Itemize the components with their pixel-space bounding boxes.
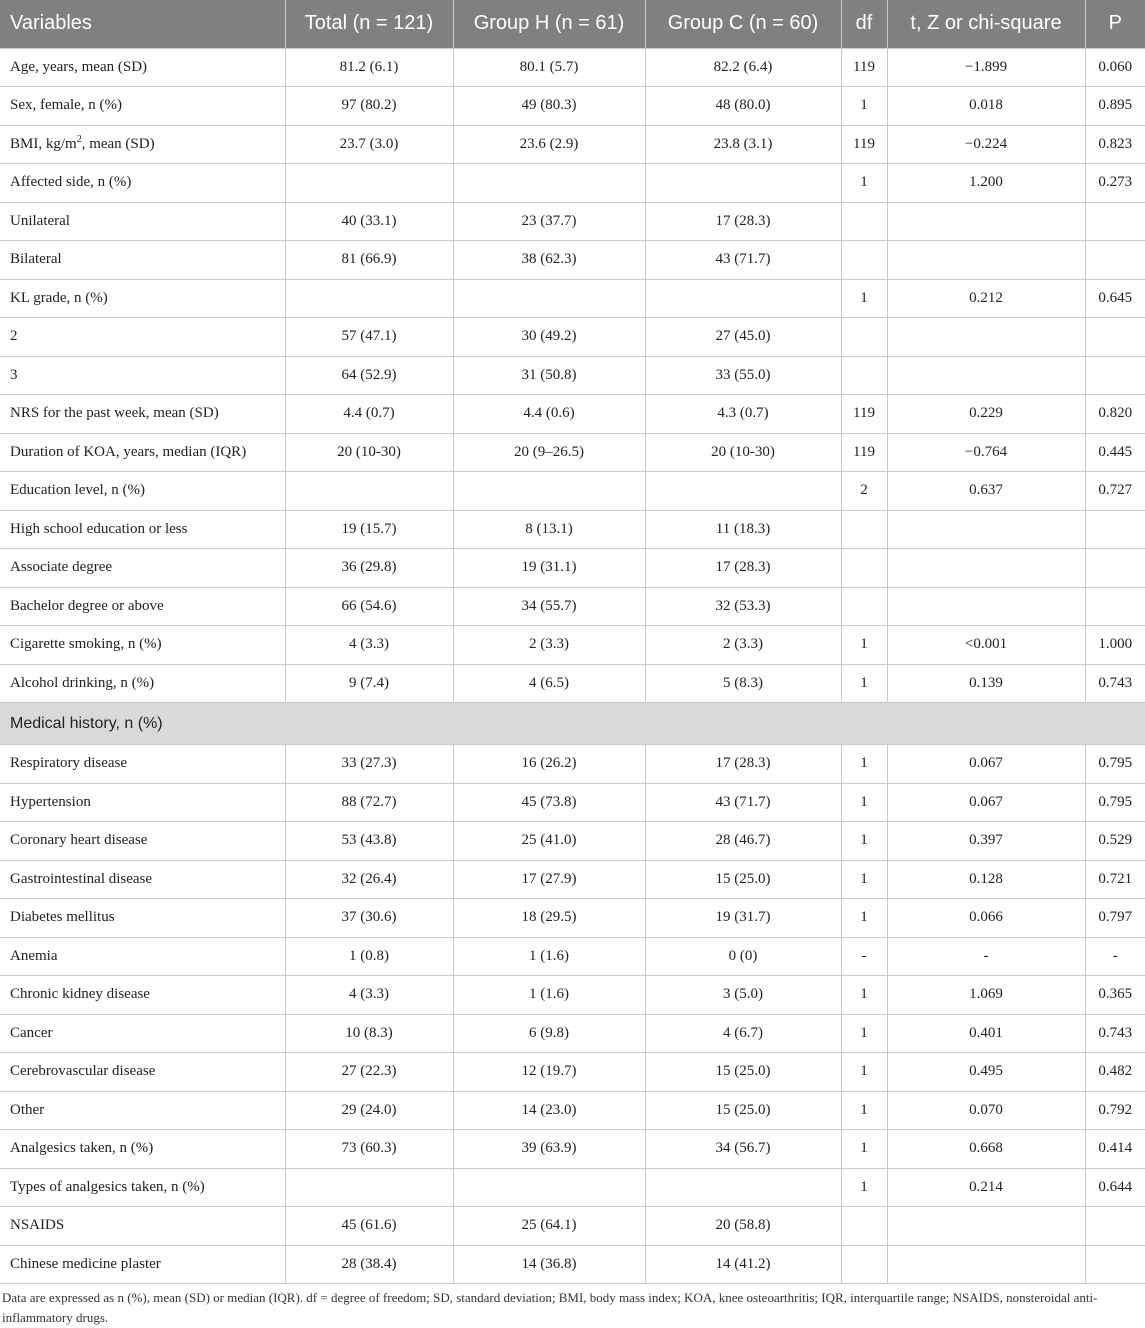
cell-total: 29 (24.0) <box>285 1091 453 1130</box>
cell-statistic: 0.067 <box>887 745 1085 784</box>
cell-total <box>285 279 453 318</box>
cell-group-c: 17 (28.3) <box>645 202 841 241</box>
cell-total: 28 (38.4) <box>285 1245 453 1284</box>
cell-total: 27 (22.3) <box>285 1053 453 1092</box>
cell-statistic: 0.212 <box>887 279 1085 318</box>
cell-total: 32 (26.4) <box>285 860 453 899</box>
cell-df <box>841 318 887 357</box>
cell-total: 37 (30.6) <box>285 899 453 938</box>
cell-statistic: 0.397 <box>887 822 1085 861</box>
table-row <box>0 1091 1145 1130</box>
cell-group-c: 0 (0) <box>645 937 841 976</box>
cell-p <box>1085 318 1145 357</box>
cell-p: 0.365 <box>1085 976 1145 1015</box>
cell-total <box>285 1168 453 1207</box>
cell-df: 1 <box>841 899 887 938</box>
cell-df <box>841 1245 887 1284</box>
cell-group-h: 19 (31.1) <box>453 549 645 588</box>
cell-group-c: 15 (25.0) <box>645 1053 841 1092</box>
cell-group-c: 34 (56.7) <box>645 1130 841 1169</box>
cell-group-h: 1 (1.6) <box>453 976 645 1015</box>
cell-group-h: 25 (64.1) <box>453 1207 645 1246</box>
cell-variable: Respiratory disease <box>0 745 285 784</box>
cell-group-c: 20 (10-30) <box>645 433 841 472</box>
cell-statistic: 0.128 <box>887 860 1085 899</box>
cell-df: 1 <box>841 279 887 318</box>
cell-group-h <box>453 1168 645 1207</box>
cell-statistic: −1.899 <box>887 48 1085 87</box>
cell-group-c: 17 (28.3) <box>645 745 841 784</box>
cell-statistic <box>887 318 1085 357</box>
cell-group-h: 1 (1.6) <box>453 937 645 976</box>
cell-variable: Age, years, mean (SD) <box>0 48 285 87</box>
cell-variable: Hypertension <box>0 783 285 822</box>
cell-p: 0.645 <box>1085 279 1145 318</box>
cell-group-h: 17 (27.9) <box>453 860 645 899</box>
table-footnote: Data are expressed as n (%), mean (SD) or median (IQR). df = degree of freedom; SD, standard deviation; BMI, body mass index; KOA, knee osteoarthritis; IQR, interquartile range; NSAIDS, nonsteroidal anti-inflammatory drugs. <box>2 1290 1098 1325</box>
cell-p <box>1085 202 1145 241</box>
cell-group-h: 4.4 (0.6) <box>453 395 645 434</box>
cell-statistic: 0.067 <box>887 783 1085 822</box>
cell-group-h <box>453 279 645 318</box>
cell-variable: Anemia <box>0 937 285 976</box>
cell-p <box>1085 587 1145 626</box>
cell-statistic <box>887 202 1085 241</box>
table-row <box>0 745 1145 784</box>
cell-p: 0.414 <box>1085 1130 1145 1169</box>
cell-total: 4 (3.3) <box>285 626 453 665</box>
table-row <box>0 433 1145 472</box>
table-body <box>0 48 1145 1284</box>
cell-statistic: 0.066 <box>887 899 1085 938</box>
cell-total <box>285 164 453 203</box>
cell-total: 53 (43.8) <box>285 822 453 861</box>
cell-statistic: 0.214 <box>887 1168 1085 1207</box>
section-row-medical-history <box>0 703 1145 745</box>
cell-df <box>841 587 887 626</box>
cell-statistic: 0.229 <box>887 395 1085 434</box>
cell-total: 33 (27.3) <box>285 745 453 784</box>
table-row <box>0 783 1145 822</box>
cell-group-c: 28 (46.7) <box>645 822 841 861</box>
cell-variable: NRS for the past week, mean (SD) <box>0 395 285 434</box>
cell-variable: Affected side, n (%) <box>0 164 285 203</box>
table-row <box>0 976 1145 1015</box>
header-group-c: Group C (n = 60) <box>645 0 841 48</box>
cell-df: 1 <box>841 860 887 899</box>
table-row <box>0 822 1145 861</box>
cell-df: 1 <box>841 976 887 1015</box>
table-row <box>0 279 1145 318</box>
cell-total: 23.7 (3.0) <box>285 125 453 164</box>
table-row <box>0 664 1145 703</box>
cell-statistic: 0.139 <box>887 664 1085 703</box>
cell-df: 1 <box>841 164 887 203</box>
bmi-superscript: 2 <box>76 133 82 145</box>
cell-df: 1 <box>841 745 887 784</box>
table-row <box>0 87 1145 126</box>
cell-variable: Analgesics taken, n (%) <box>0 1130 285 1169</box>
cell-df <box>841 1207 887 1246</box>
cell-group-c: 23.8 (3.1) <box>645 125 841 164</box>
cell-p: - <box>1085 937 1145 976</box>
cell-total: 73 (60.3) <box>285 1130 453 1169</box>
cell-total: 81 (66.9) <box>285 241 453 280</box>
cell-statistic <box>887 241 1085 280</box>
cell-total: 45 (61.6) <box>285 1207 453 1246</box>
table-row <box>0 626 1145 665</box>
cell-total: 81.2 (6.1) <box>285 48 453 87</box>
cell-total: 1 (0.8) <box>285 937 453 976</box>
cell-df: 1 <box>841 1014 887 1053</box>
cell-statistic: - <box>887 937 1085 976</box>
header-variables: Variables <box>0 0 285 48</box>
cell-variable: 3 <box>0 356 285 395</box>
cell-total: 88 (72.7) <box>285 783 453 822</box>
cell-variable: Duration of KOA, years, median (IQR) <box>0 433 285 472</box>
cell-p: 0.273 <box>1085 164 1145 203</box>
cell-p: 0.820 <box>1085 395 1145 434</box>
cell-variable: KL grade, n (%) <box>0 279 285 318</box>
table-row <box>0 48 1145 87</box>
cell-total: 20 (10-30) <box>285 433 453 472</box>
cell-p <box>1085 1207 1145 1246</box>
cell-group-c: 15 (25.0) <box>645 860 841 899</box>
cell-group-c: 20 (58.8) <box>645 1207 841 1246</box>
cell-total: 97 (80.2) <box>285 87 453 126</box>
cell-df: 1 <box>841 626 887 665</box>
cell-p: 0.743 <box>1085 664 1145 703</box>
cell-group-c: 11 (18.3) <box>645 510 841 549</box>
table-row <box>0 1168 1145 1207</box>
cell-variable: Associate degree <box>0 549 285 588</box>
cell-statistic <box>887 1245 1085 1284</box>
cell-statistic: <0.001 <box>887 626 1085 665</box>
cell-group-c: 27 (45.0) <box>645 318 841 357</box>
cell-group-h: 23 (37.7) <box>453 202 645 241</box>
cell-p: 0.743 <box>1085 1014 1145 1053</box>
cell-group-c: 82.2 (6.4) <box>645 48 841 87</box>
cell-group-h: 20 (9–26.5) <box>453 433 645 472</box>
cell-p: 0.797 <box>1085 899 1145 938</box>
cell-df: 1 <box>841 1168 887 1207</box>
cell-group-h: 12 (19.7) <box>453 1053 645 1092</box>
table-row <box>0 937 1145 976</box>
header-total: Total (n = 121) <box>285 0 453 48</box>
cell-variable: Bachelor degree or above <box>0 587 285 626</box>
cell-group-c: 15 (25.0) <box>645 1091 841 1130</box>
table-header <box>0 0 1145 48</box>
cell-group-h: 31 (50.8) <box>453 356 645 395</box>
table-row <box>0 318 1145 357</box>
cell-df <box>841 356 887 395</box>
cell-total <box>285 472 453 511</box>
cell-variable: 2 <box>0 318 285 357</box>
table-row <box>0 1014 1145 1053</box>
cell-variable: Chronic kidney disease <box>0 976 285 1015</box>
cell-p: 0.795 <box>1085 783 1145 822</box>
cell-statistic: 0.637 <box>887 472 1085 511</box>
cell-p: 0.895 <box>1085 87 1145 126</box>
cell-p: 0.529 <box>1085 822 1145 861</box>
cell-df: 119 <box>841 395 887 434</box>
header-row <box>0 0 1145 48</box>
cell-p <box>1085 510 1145 549</box>
cell-group-c: 17 (28.3) <box>645 549 841 588</box>
cell-group-c: 19 (31.7) <box>645 899 841 938</box>
cell-group-c: 32 (53.3) <box>645 587 841 626</box>
table-row <box>0 164 1145 203</box>
cell-variable: Education level, n (%) <box>0 472 285 511</box>
cell-group-h: 14 (36.8) <box>453 1245 645 1284</box>
cell-statistic: 0.668 <box>887 1130 1085 1169</box>
cell-group-h: 30 (49.2) <box>453 318 645 357</box>
cell-variable: NSAIDS <box>0 1207 285 1246</box>
cell-group-h: 4 (6.5) <box>453 664 645 703</box>
cell-variable: Cigarette smoking, n (%) <box>0 626 285 665</box>
cell-p: 1.000 <box>1085 626 1145 665</box>
cell-variable: Chinese medicine plaster <box>0 1245 285 1284</box>
header-df: df <box>841 0 887 48</box>
header-p: P <box>1108 12 1122 35</box>
cell-df <box>841 549 887 588</box>
cell-variable: Sex, female, n (%) <box>0 87 285 126</box>
cell-variable: Coronary heart disease <box>0 822 285 861</box>
cell-statistic <box>887 549 1085 588</box>
table-row <box>0 241 1145 280</box>
cell-df <box>841 241 887 280</box>
cell-group-c <box>645 164 841 203</box>
cell-statistic <box>887 1207 1085 1246</box>
cell-df: 1 <box>841 822 887 861</box>
cell-group-h: 23.6 (2.9) <box>453 125 645 164</box>
table-row <box>0 1207 1145 1246</box>
cell-group-h: 16 (26.2) <box>453 745 645 784</box>
cell-group-h: 34 (55.7) <box>453 587 645 626</box>
cell-variable: Alcohol drinking, n (%) <box>0 664 285 703</box>
cell-group-h: 80.1 (5.7) <box>453 48 645 87</box>
cell-group-h: 2 (3.3) <box>453 626 645 665</box>
cell-variable: Unilateral <box>0 202 285 241</box>
cell-group-h: 38 (62.3) <box>453 241 645 280</box>
cell-df: 119 <box>841 125 887 164</box>
bmi-label-suffix: , mean (SD) <box>81 135 155 152</box>
cell-variable: Bilateral <box>0 241 285 280</box>
cell-group-h: 18 (29.5) <box>453 899 645 938</box>
cell-statistic <box>887 356 1085 395</box>
cell-p <box>1085 1245 1145 1284</box>
cell-group-c: 43 (71.7) <box>645 241 841 280</box>
cell-group-c: 48 (80.0) <box>645 87 841 126</box>
cell-df: 119 <box>841 433 887 472</box>
cell-group-c <box>645 472 841 511</box>
section-label: Medical history, n (%) <box>0 703 1145 745</box>
table-row <box>0 356 1145 395</box>
cell-p <box>1085 549 1145 588</box>
table-row <box>0 1130 1145 1169</box>
cell-variable: Cancer <box>0 1014 285 1053</box>
cell-p: 0.445 <box>1085 433 1145 472</box>
header-statistic: t, Z or chi-square <box>887 0 1085 48</box>
cell-group-c: 2 (3.3) <box>645 626 841 665</box>
cell-group-h: 14 (23.0) <box>453 1091 645 1130</box>
cell-group-c <box>645 1168 841 1207</box>
cell-p: 0.644 <box>1085 1168 1145 1207</box>
cell-variable: Other <box>0 1091 285 1130</box>
cell-p: 0.060 <box>1085 48 1145 87</box>
cell-df: 1 <box>841 1091 887 1130</box>
cell-p <box>1085 241 1145 280</box>
cell-statistic: −0.224 <box>887 125 1085 164</box>
cell-df: 119 <box>841 48 887 87</box>
table-row <box>0 899 1145 938</box>
cell-statistic: 0.495 <box>887 1053 1085 1092</box>
cell-group-c: 43 (71.7) <box>645 783 841 822</box>
cell-df: 1 <box>841 664 887 703</box>
cell-df: 1 <box>841 783 887 822</box>
cell-total: 40 (33.1) <box>285 202 453 241</box>
cell-df: - <box>841 937 887 976</box>
header-group-h: Group H (n = 61) <box>453 0 645 48</box>
cell-df: 1 <box>841 1130 887 1169</box>
cell-statistic: 1.069 <box>887 976 1085 1015</box>
table-row <box>0 472 1145 511</box>
cell-group-c: 14 (41.2) <box>645 1245 841 1284</box>
cell-total: 64 (52.9) <box>285 356 453 395</box>
cell-df <box>841 510 887 549</box>
cell-group-h: 39 (63.9) <box>453 1130 645 1169</box>
cell-variable: High school education or less <box>0 510 285 549</box>
cell-group-c: 33 (55.0) <box>645 356 841 395</box>
cell-df <box>841 202 887 241</box>
cell-group-h: 45 (73.8) <box>453 783 645 822</box>
cell-total: 4.4 (0.7) <box>285 395 453 434</box>
cell-group-c: 4 (6.7) <box>645 1014 841 1053</box>
cell-p <box>1085 356 1145 395</box>
cell-total: 9 (7.4) <box>285 664 453 703</box>
cell-df: 2 <box>841 472 887 511</box>
cell-total: 19 (15.7) <box>285 510 453 549</box>
cell-group-h: 49 (80.3) <box>453 87 645 126</box>
cell-group-h <box>453 472 645 511</box>
cell-variable: Types of analgesics taken, n (%) <box>0 1168 285 1207</box>
cell-p: 0.727 <box>1085 472 1145 511</box>
cell-statistic: −0.764 <box>887 433 1085 472</box>
bmi-label: BMI, kg/m <box>10 135 77 152</box>
cell-p: 0.721 <box>1085 860 1145 899</box>
cell-total: 66 (54.6) <box>285 587 453 626</box>
cell-total: 36 (29.8) <box>285 549 453 588</box>
cell-group-h: 6 (9.8) <box>453 1014 645 1053</box>
table-row <box>0 1053 1145 1092</box>
cell-variable: Cerebrovascular disease <box>0 1053 285 1092</box>
cell-df: 1 <box>841 1053 887 1092</box>
cell-total: 10 (8.3) <box>285 1014 453 1053</box>
cell-group-h: 8 (13.1) <box>453 510 645 549</box>
cell-statistic: 0.401 <box>887 1014 1085 1053</box>
cell-p: 0.795 <box>1085 745 1145 784</box>
table-row <box>0 510 1145 549</box>
cell-statistic: 1.200 <box>887 164 1085 203</box>
cell-total: 57 (47.1) <box>285 318 453 357</box>
cell-statistic: 0.018 <box>887 87 1085 126</box>
table-row <box>0 202 1145 241</box>
table-row <box>0 549 1145 588</box>
cell-group-c: 4.3 (0.7) <box>645 395 841 434</box>
table-row <box>0 860 1145 899</box>
cell-group-c: 5 (8.3) <box>645 664 841 703</box>
cell-variable <box>0 125 285 164</box>
cell-df: 1 <box>841 87 887 126</box>
cell-statistic <box>887 587 1085 626</box>
cell-p: 0.823 <box>1085 125 1145 164</box>
cell-group-h <box>453 164 645 203</box>
cell-total: 4 (3.3) <box>285 976 453 1015</box>
cell-group-h: 25 (41.0) <box>453 822 645 861</box>
cell-p: 0.482 <box>1085 1053 1145 1092</box>
cell-p: 0.792 <box>1085 1091 1145 1130</box>
table-row <box>0 587 1145 626</box>
cell-statistic: 0.070 <box>887 1091 1085 1130</box>
cell-group-c: 3 (5.0) <box>645 976 841 1015</box>
table-row <box>0 1245 1145 1284</box>
cell-statistic <box>887 510 1085 549</box>
table-row <box>0 125 1145 164</box>
cell-variable: Gastrointestinal disease <box>0 860 285 899</box>
cell-group-c <box>645 279 841 318</box>
table-row <box>0 395 1145 434</box>
cell-variable: Diabetes mellitus <box>0 899 285 938</box>
